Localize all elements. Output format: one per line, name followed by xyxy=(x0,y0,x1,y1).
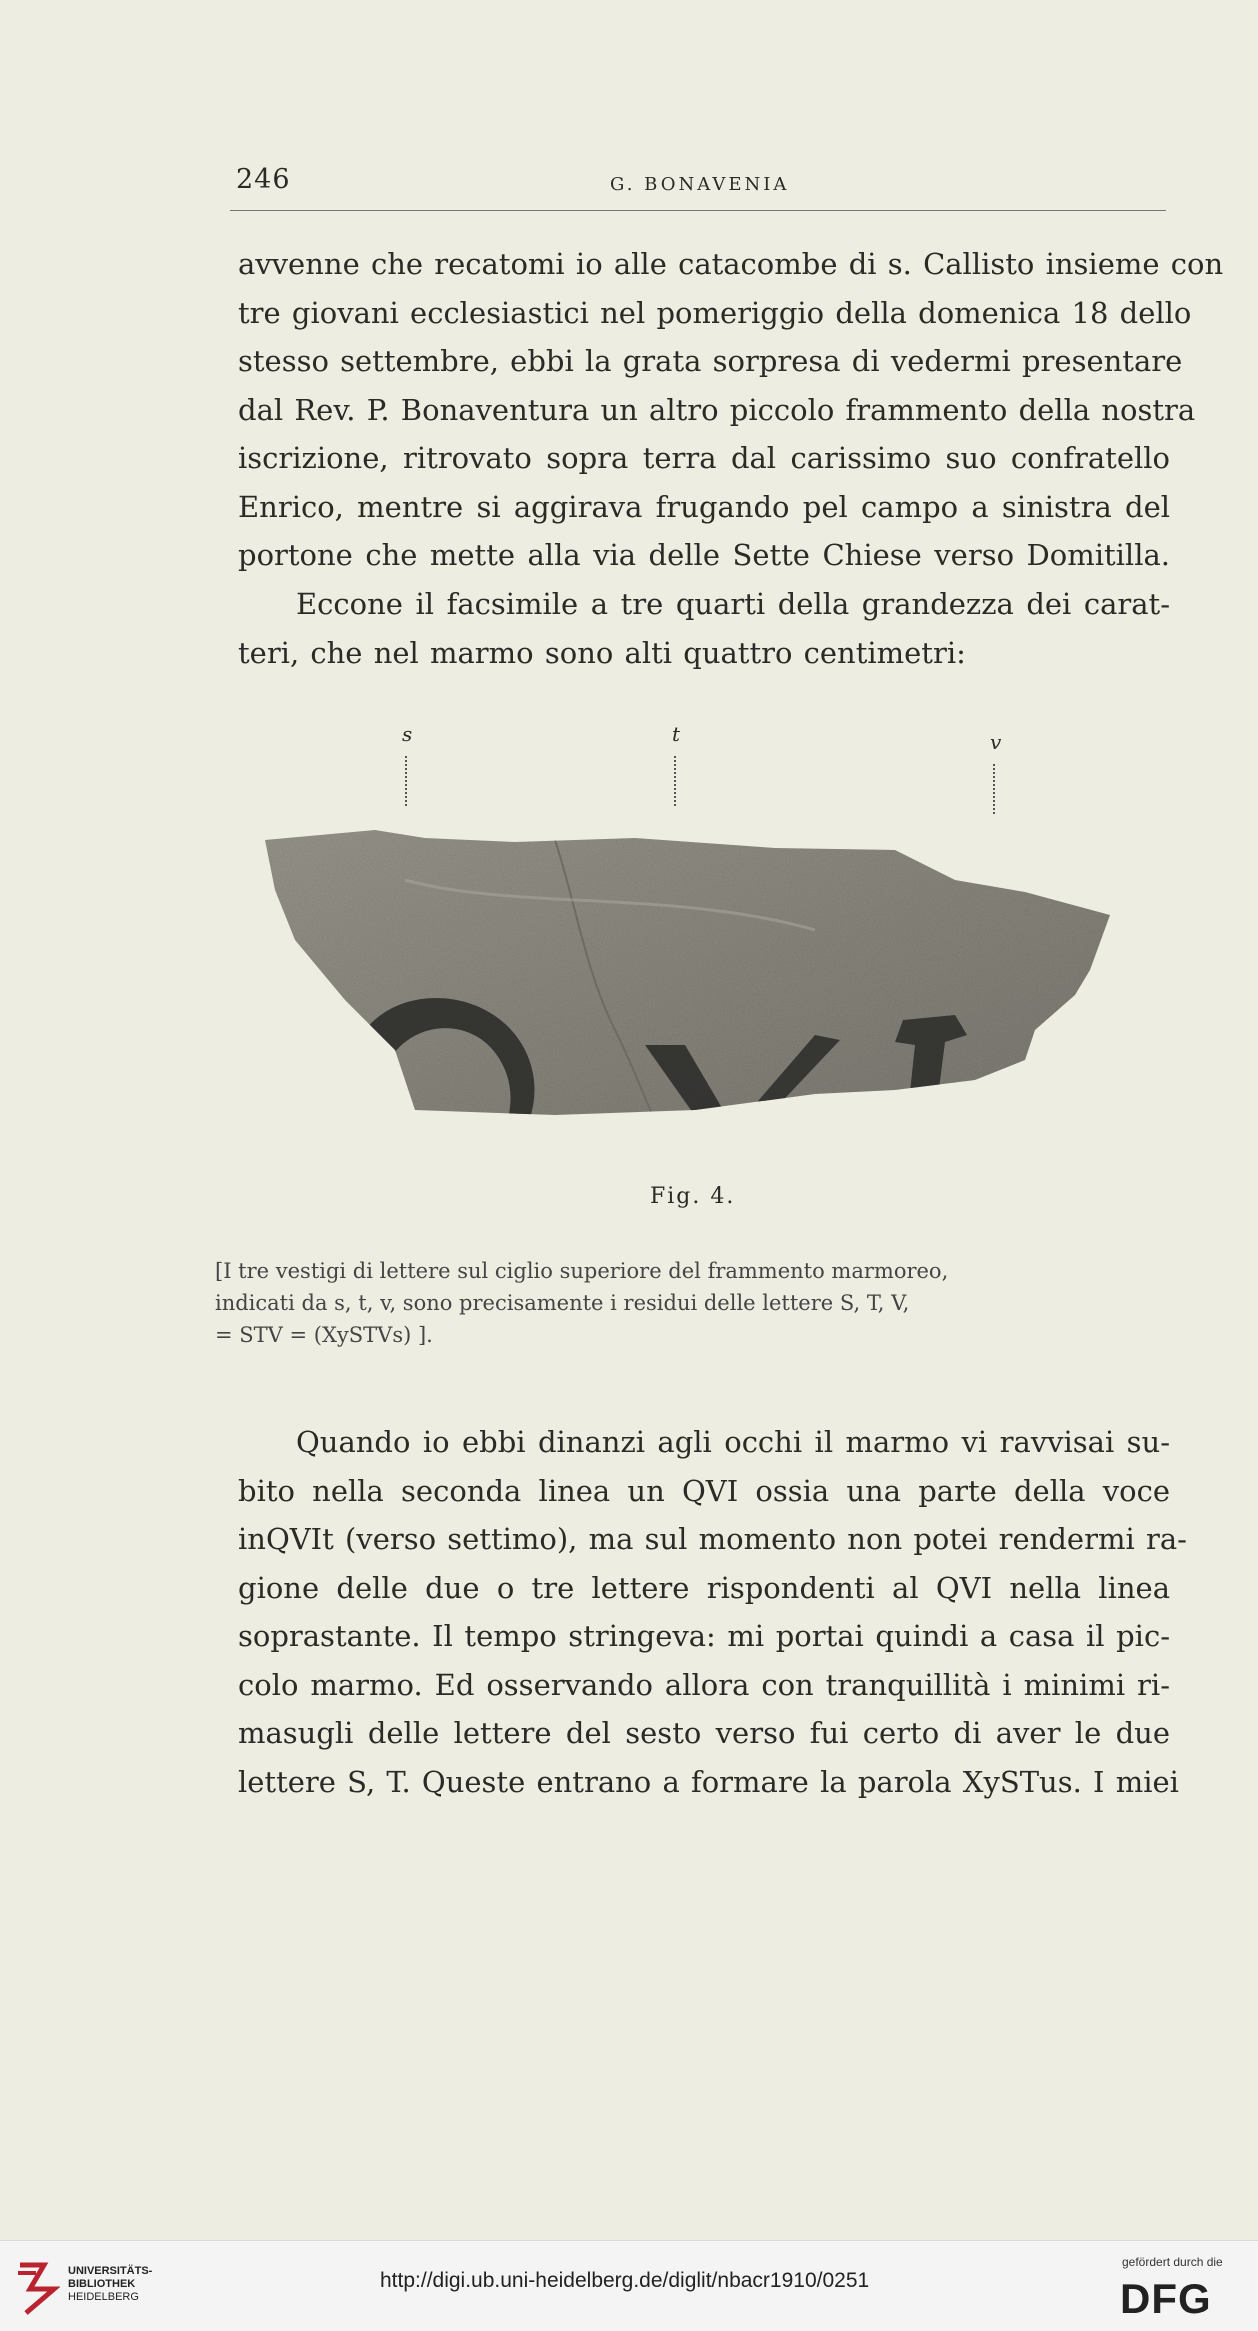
library-line: UNIVERSITÄTS- xyxy=(68,2265,153,2277)
text-line: dal Rev. P. Bonaventura un altro piccolo frammento della nostra xyxy=(238,392,1196,427)
viewer-footer xyxy=(0,2240,1258,2331)
university-library-logo-icon[interactable] xyxy=(14,2259,60,2317)
text-line: portone che mette alla via delle Sette Chiese verso Domitilla. xyxy=(238,538,1170,572)
text-line: teri, che nel marmo sono alti quattro centimetri: xyxy=(238,635,966,670)
text-line: Eccone il facsimile a tre quarti della grandezza dei carat- xyxy=(296,587,1170,621)
text-line: colo marmo. Ed osservando allora con tranquillità i minimi ri- xyxy=(238,1667,1170,1702)
figure-mark-v: v xyxy=(990,730,1002,754)
text-line: Quando io ebbi dinanzi agli occhi il marmo vi ravvisai su- xyxy=(296,1425,1170,1459)
figure-caption: Fig. 4. xyxy=(650,1184,736,1209)
figure-mark-t: t xyxy=(672,722,681,746)
note-line: = STV = (XySTVs) ]. xyxy=(215,1323,433,1347)
text-line: avvenne che recatomi io alle catacombe di s. Callisto insieme con xyxy=(238,247,1224,281)
page-header xyxy=(230,160,1166,204)
text-line: soprastante. Il tempo stringeva: mi portai quindi a casa il pic- xyxy=(238,1619,1170,1653)
page-number: 246 xyxy=(236,164,291,195)
text-line: gione delle due o tre lettere rispondenti al QVI nella linea xyxy=(238,1570,1170,1605)
marble-fragment-image xyxy=(255,820,1145,1140)
dfg-logo[interactable]: DFG xyxy=(1120,2275,1212,2322)
fragment-surface xyxy=(255,820,1145,1140)
text-line: inQVIt (verso settimo), ma sul momento non potei rendermi ra- xyxy=(238,1522,1187,1556)
library-line: BIBLIOTHEK xyxy=(68,2278,136,2290)
text-line: lettere S, T. Queste entrano a formare la parola XySTus. I miei xyxy=(238,1764,1179,1799)
figure-mark-s: s xyxy=(402,722,413,746)
text-line: tre giovani ecclesiastici nel pomeriggio della domenica 18 dello xyxy=(238,295,1192,330)
text-line: stesso settembre, ebbi la grata sorpresa di vedermi presentare xyxy=(238,344,1183,378)
text-line: iscrizione, ritrovato sopra terra dal carissimo suo confratello xyxy=(238,441,1170,475)
running-head: G. BONAVENIA xyxy=(610,174,790,195)
figure-mark-line xyxy=(405,756,407,806)
note-line: [I tre vestigi di lettere sul ciglio superiore del frammento marmoreo, xyxy=(215,1259,949,1283)
text-line: bito nella seconda linea un QVI ossia una parte della voce xyxy=(238,1473,1170,1508)
note-line: indicati da s, t, v, sono precisamente i residui delle lettere S, T, V, xyxy=(215,1291,910,1315)
university-library-name xyxy=(68,2265,152,2304)
permalink-url[interactable]: http://digi.ub.uni-heidelberg.de/diglit/nbacr1910/0251 xyxy=(380,2269,870,2292)
paragraph-1 xyxy=(238,240,1224,580)
header-rule xyxy=(230,210,1166,211)
footnote xyxy=(215,1255,1160,1351)
sponsor-caption: gefördert durch die xyxy=(1122,2255,1223,2269)
paragraph-2 xyxy=(238,580,1170,677)
figure-mark-line xyxy=(993,764,995,814)
figure-mark-line xyxy=(674,756,676,806)
paragraph-3 xyxy=(238,1418,1187,1806)
text-line: masugli delle lettere del sesto verso fui certo di aver le due xyxy=(238,1716,1170,1750)
library-line: HEIDELBERG xyxy=(68,2291,139,2303)
text-line: Enrico, mentre si aggirava frugando pel campo a sinistra del xyxy=(238,489,1170,524)
